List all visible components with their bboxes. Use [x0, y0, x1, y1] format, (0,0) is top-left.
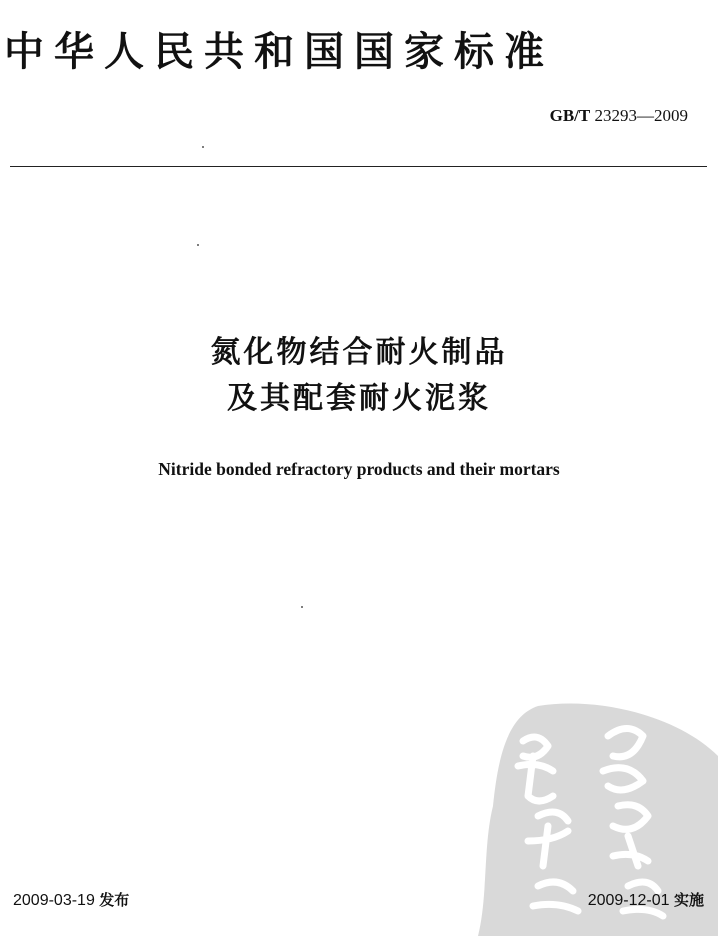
implement-date-line [588, 890, 704, 911]
document-title-chinese [0, 330, 718, 422]
standard-header-title: 中华人民共和国国家标准 [4, 28, 554, 75]
scan-speck [301, 606, 303, 608]
release-date: 2009-03-19 [13, 892, 95, 909]
release-date-line [13, 890, 129, 911]
document-title-english: Nitride bonded refractory products and their mortars [158, 459, 560, 479]
header-divider [10, 166, 707, 167]
title-cn-line-2: 及其配套耐火泥浆 [227, 381, 491, 416]
title-cn-line-1: 氮化物结合耐火制品 [210, 335, 508, 370]
implement-label: 实施 [673, 891, 704, 909]
standard-year-number: 23293—2009 [594, 106, 688, 125]
standard-number [550, 106, 688, 126]
release-label: 发布 [99, 891, 130, 909]
scan-speck [202, 146, 204, 148]
implement-date: 2009-12-01 [587, 892, 670, 909]
standard-code: GB/T [549, 106, 591, 125]
scan-speck [197, 244, 199, 246]
